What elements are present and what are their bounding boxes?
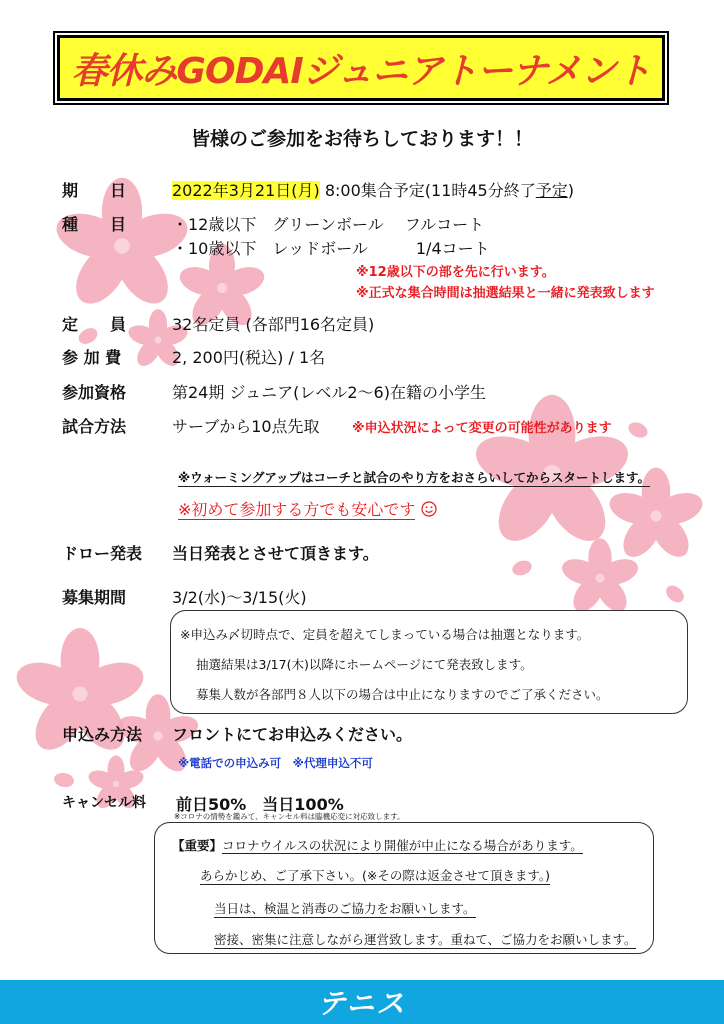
period-box-line: 募集人数が各部門８人以下の場合は中止になりますのでご了承ください。 (196, 687, 609, 702)
apply-note: ※電話での申込み可 ※代理申込不可 (178, 756, 373, 770)
period-value: 3/2(水)～3/15(火) (172, 588, 307, 607)
draw-value: 当日発表とさせて頂きます。 (172, 544, 379, 563)
important-line-4: 密接、密集に注意しながら運営致します。重ねて、ご協力をお願いします。 (214, 932, 637, 947)
date-close: ) (567, 181, 575, 200)
date-highlight: 2022年3月21日(月) (172, 181, 320, 200)
fee-value: 2, 200円(税込) / 1名 (172, 348, 326, 367)
cancel-note: ※コロナの情勢を鑑みて、キャンセル料は臨機応変に対応致します。 (174, 812, 405, 821)
important-tag: 【重要】 (172, 838, 223, 853)
warmup-note: ※ウォーミングアップはコーチと試合のやり方をおさらいしてからスタートします。 (178, 470, 651, 485)
events-line2: ・10歳以下 レッドボール 1/4コート (172, 239, 490, 258)
events-note1: ※12歳以下の部を先に行います。 (356, 265, 555, 280)
cancel-value: 前日50% 当日100% (176, 795, 344, 814)
draw-label: ドロー発表 (62, 544, 143, 563)
date-underlined: 予定 (535, 181, 568, 200)
capacity-label: 定 員 (62, 315, 127, 334)
capacity-value: 32名定員 (各部門16名定員) (172, 315, 375, 334)
events-note2: ※正式な集合時間は抽選結果と一緒に発表致します (356, 286, 655, 301)
beginner-note: ※初めて参加する方でも安心です (178, 500, 416, 519)
cancel-label: キャンセル料 (62, 795, 146, 811)
period-label: 募集期間 (62, 588, 127, 607)
eligibility-label: 参加資格 (62, 383, 127, 402)
date-value (172, 178, 574, 201)
period-box-line: 抽選結果は3/17(木)以降にホームページにて発表致します。 (196, 657, 533, 672)
format-note: ※申込状況によって変更の可能性があります (352, 421, 612, 436)
format-value: サーブから10点先取 (172, 417, 320, 436)
format-label: 試合方法 (62, 417, 127, 436)
important-line-1: 【重要】コロナウイルスの状況により開催が中止になる場合があります。 (172, 838, 583, 853)
fee-label: 参 加 費 (62, 348, 122, 367)
footer-logo: テニス (317, 987, 407, 1020)
eligibility-value: 第24期 ジュニア(レベル2～6)在籍の小学生 (172, 383, 486, 402)
smiley-icon (421, 501, 437, 517)
apply-value: フロントにてお申込みください。 (172, 725, 413, 744)
beginner-note-row (178, 497, 437, 520)
events-label: 種 目 (62, 215, 127, 234)
important-line-3: 当日は、検温と消毒のご協力をお願いします。 (214, 901, 476, 916)
date-label: 期 日 (62, 181, 127, 200)
important-line-2: あらかじめ、ご了承下さい。(※その際は返金させて頂きます。) (200, 868, 550, 883)
apply-label: 申込み方法 (62, 725, 143, 744)
page-title: 春休みGODAIジュニアトーナメント (71, 50, 651, 92)
subtitle: 皆様のご参加をお待ちしております！！ (190, 128, 533, 150)
events-line1: ・12歳以下 グリーンボール フルコート (172, 215, 485, 234)
period-box-line: ※申込み〆切時点で、定員を超えてしまっている場合は抽選となります。 (180, 627, 590, 642)
date-rest: 8:00集合予定(11時45分終了 (324, 181, 536, 200)
